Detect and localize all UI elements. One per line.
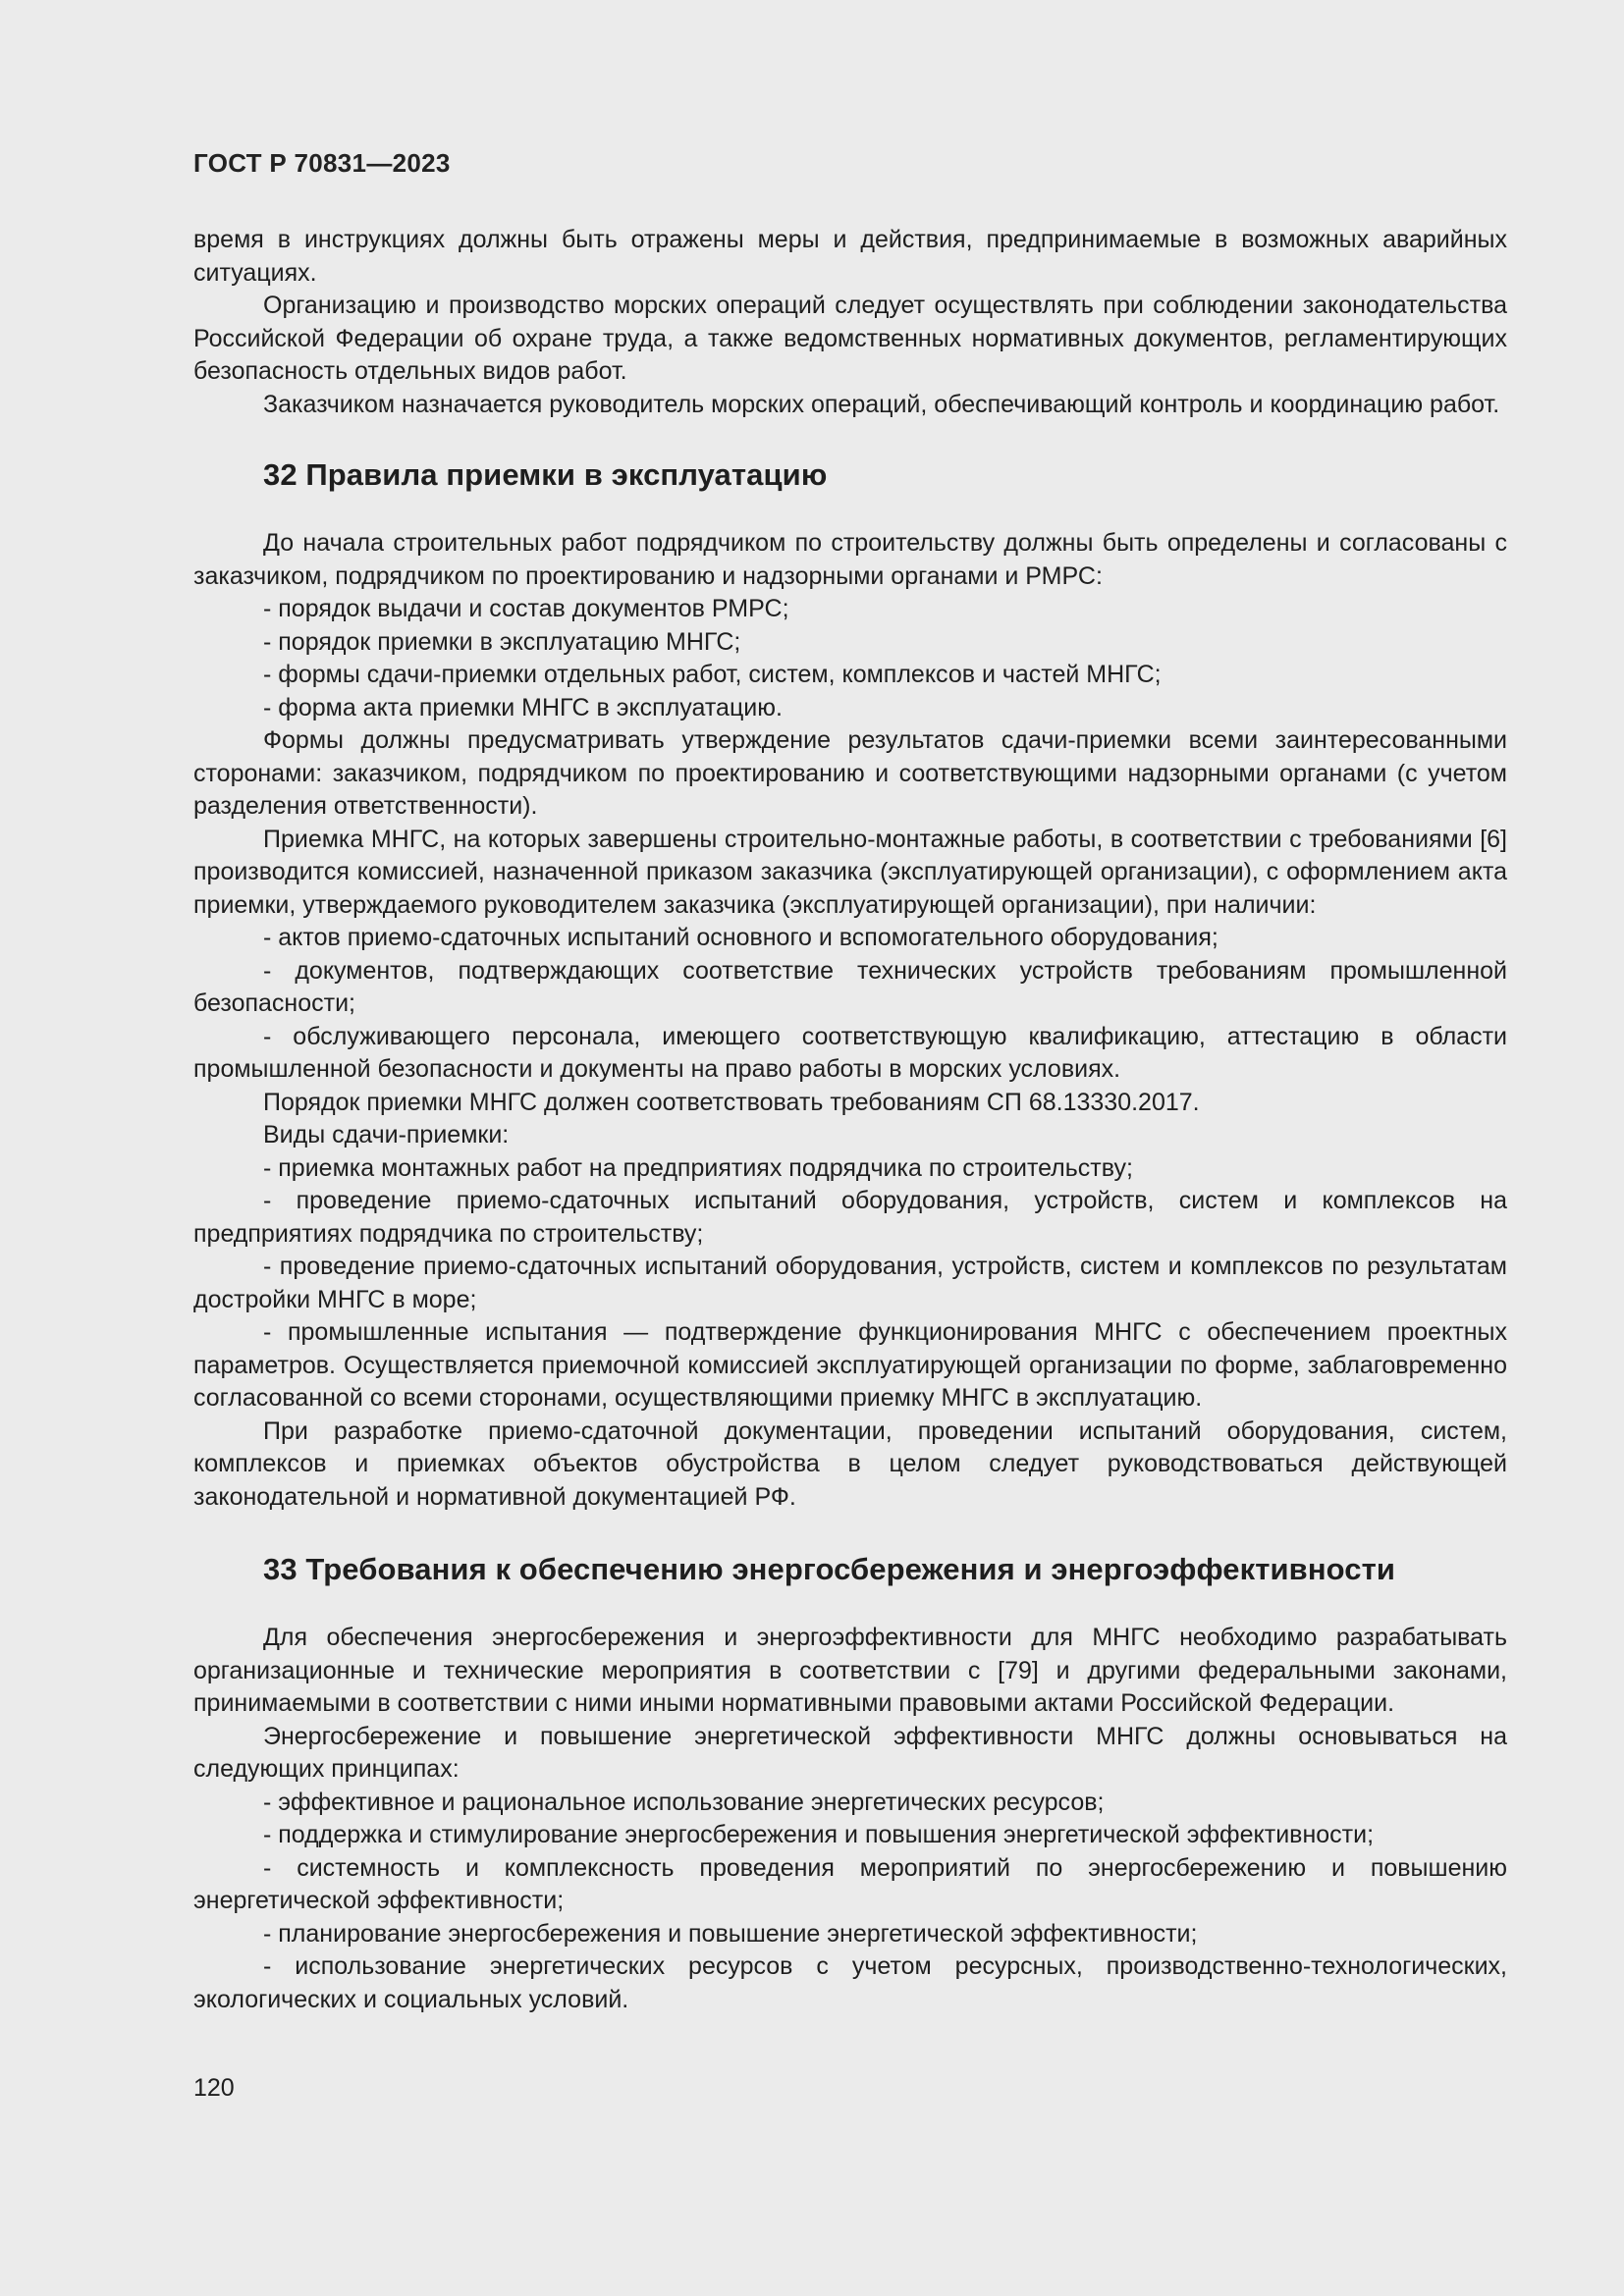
document-body — [193, 224, 1507, 2016]
list-item: - промышленные испытания — подтверждение функционирования МНГС с обеспечением проектных параметров. Осуществляется приемочной комиссией эксплуатирующей организации по форме, заблаговременно согласованной со всеми сторонами, осуществляющими приемку МНГС в эксплуатацию. — [193, 1318, 1507, 1412]
paragraph: Виды сдачи-приемки: — [263, 1121, 510, 1148]
list-item: - проведение приемо-сдаточных испытаний оборудования, устройств, систем и комплексов на предприятиях подрядчика по строительству; — [193, 1187, 1507, 1248]
paragraph: Приемка МНГС, на которых завершены строительно-монтажные работы, в соответствии с требованиями [6] производится комиссией, назначенной приказом заказчика (эксплуатирующей организации), с оформлением акта приемки, утверждаемого руководителем заказчика (эксплуатирующей организации), при наличии: — [193, 825, 1507, 919]
paragraph: Порядок приемки МНГС должен соответствовать требованиям СП 68.13330.2017. — [263, 1088, 1200, 1116]
list-item: - актов приемо-сдаточных испытаний основного и вспомогательного оборудования; — [263, 924, 1218, 951]
document-header: ГОСТ Р 70831—2023 — [193, 148, 451, 178]
list-item: - приемка монтажных работ на предприятиях подрядчика по строительству; — [263, 1153, 1133, 1182]
list-item: - форма акта приемки МНГС в эксплуатацию. — [263, 693, 783, 721]
list-item: - формы сдачи-приемки отдельных работ, систем, комплексов и частей МНГС; — [263, 661, 1162, 688]
list-item: - использование энергетических ресурсов с учетом ресурсных, производственно-технологических, экологических и социальных условий. — [193, 1952, 1507, 2013]
page-number: 120 — [193, 2074, 235, 2102]
paragraph: При разработке приемо-сдаточной документации, проведении испытаний оборудования, систем, комплексов и приемках объектов обустройства в целом следует руководствоваться действующей законодательной и нормативной документацией РФ. — [193, 1416, 1507, 1511]
section-33-heading: 33 Требования к обеспечению энергосбережения и энергоэффективности — [263, 1552, 1396, 1586]
section-32-heading: 32 Правила приемки в эксплуатацию — [263, 457, 828, 492]
list-item: - порядок приемки в эксплуатацию МНГС; — [263, 627, 741, 656]
list-item: - документов, подтверждающих соответствие технических устройств требованиям промышленной безопасности; — [193, 956, 1507, 1017]
paragraph: Формы должны предусматривать утверждение результатов сдачи-приемки всеми заинтересованными сторонами: заказчиком, подрядчиком по проектированию и соответствующими надзорными органами (с учетом разделения ответственности). — [193, 726, 1507, 820]
list-item: - порядок выдачи и состав документов РМРС; — [263, 595, 789, 622]
list-item: - системность и комплексность проведения мероприятий по энергосбережению и повышению энергетической эффективности; — [193, 1853, 1507, 1914]
list-item: - проведение приемо-сдаточных испытаний оборудования, устройств, систем и комплексов по результатам достройки МНГС в море; — [193, 1253, 1507, 1313]
list-item: - планирование энергосбережения и повышение энергетической эффективности; — [263, 1919, 1198, 1948]
list-item: - поддержка и стимулирование энергосбережения и повышения энергетической эффективности; — [263, 1821, 1375, 1848]
paragraph: Для обеспечения энергосбережения и энергоэффективности для МНГС необходимо разрабатывать организационные и технические мероприятия в соответствии с [79] и другими федеральными законами, принимаемыми в соответствии с ними иными нормативными правовыми актами Российской Федерации. — [193, 1624, 1507, 1717]
paragraph: Организацию и производство морских операций следует осуществлять при соблюдении законодательства Российской Федерации об охране труда, а также ведомственных нормативных документов, регламентирующих безопасность отдельных видов работ. — [193, 292, 1507, 385]
paragraph: Заказчиком назначается руководитель морских операций, обеспечивающий контроль и координацию работ. — [263, 390, 1500, 418]
list-item: - эффективное и рациональное использование энергетических ресурсов; — [263, 1788, 1105, 1816]
paragraph: До начала строительных работ подрядчиком по строительству должны быть определены и согласованы с заказчиком, подрядчиком по проектированию и надзорными органами и РМРС: — [193, 529, 1507, 590]
paragraph: Энергосбережение и повышение энергетической эффективности МНГС должны основываться на следующих принципах: — [193, 1722, 1507, 1783]
paragraph: время в инструкциях должны быть отражены меры и действия, предпринимаемые в возможных аварийных ситуациях. — [193, 226, 1507, 287]
list-item: - обслуживающего персонала, имеющего соответствующую квалификацию, аттестацию в области промышленной безопасности и документы на право работы в морских условиях. — [193, 1022, 1507, 1083]
